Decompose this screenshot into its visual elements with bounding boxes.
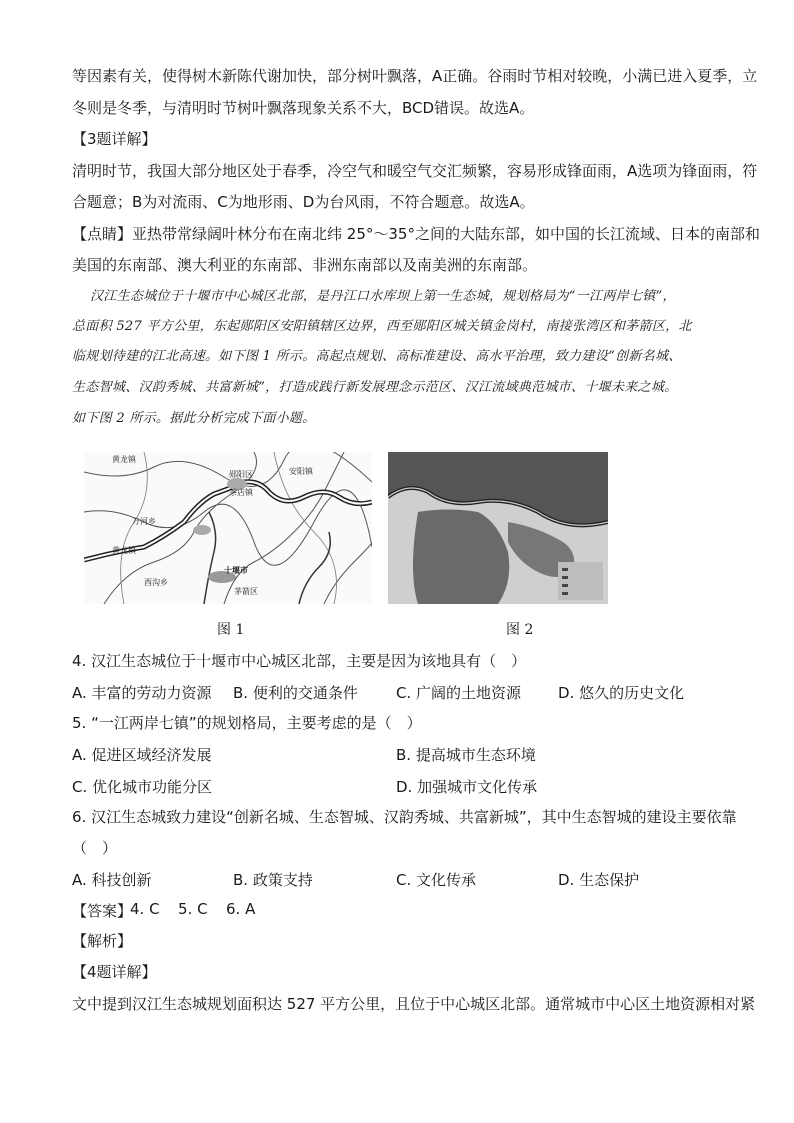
map-label: 黄龙镇 xyxy=(112,546,136,555)
q5-option-b: B. 提高城市生态环境 xyxy=(396,746,536,764)
figure-1-map xyxy=(84,452,372,604)
q4-option-d: D. 悠久的历史文化 xyxy=(558,684,685,702)
tip-line: 【点睛】亚热带常绿阔叶林分布在南北纬 25°～35°之间的大陆东部，如中国的长江流域、日本的南部和 xyxy=(72,225,760,243)
stem-line: 如下图 2 所示。据此分析完成下面小题。 xyxy=(72,411,316,426)
map-label: 茅箭区 xyxy=(234,587,258,596)
paragraph-line: 冬则是冬季，与清明时节树叶飘落现象关系不大，BCD错误。故选A。 xyxy=(72,99,535,117)
paragraph-line: 清明时节，我国大部分地区处于春季，冷空气和暖空气交汇频繁，容易形成锋面雨，A选项为锋面雨，符 xyxy=(72,162,758,180)
map-label: 万河乡 xyxy=(132,517,156,526)
map-label: 西沟乡 xyxy=(144,578,168,587)
q4-option-b: B. 便利的交通条件 xyxy=(233,684,358,702)
question-6-blank: （ ） xyxy=(72,839,118,857)
paragraph-line: 美国的东南部、澳大利亚的东南部、非洲东南部以及南美洲的东南部。 xyxy=(72,256,538,274)
map-label: 黄龙镇 xyxy=(112,455,136,464)
map-label: 郧阳区 xyxy=(229,470,253,479)
figure-1-caption: 图 1 xyxy=(217,622,245,638)
answer-tag: 【答案】 xyxy=(72,902,133,920)
stem-line: 生态智城、汉韵秀城、共富新城”，打造成践行新发展理念示范区、汉江流域典范城市、十堰未来之城。 xyxy=(72,380,678,395)
question-4: 4. 汉江生态城位于十堰市中心城区北部，主要是因为该地具有（ ） xyxy=(72,652,527,670)
answer-6: 6. A xyxy=(226,900,256,918)
q6-option-c: C. 文化传承 xyxy=(396,871,477,889)
map-label: 安阳镇 xyxy=(289,467,313,476)
question-6: 6. 汉江生态城致力建设“创新名城、生态智城、汉韵秀城、共富新城”，其中生态智城的建设主要依靠 xyxy=(72,808,737,826)
stem-line: 汉江生态城位于十堰市中心城区北部，是丹江口水库坝上第一生态城，规划格局为“一江两岸七镇”， xyxy=(90,289,676,304)
stem-line: 临规划待建的江北高速。如下图 1 所示。高起点规划、高标准建设、高水平治理，致力建设“创新名城、 xyxy=(72,349,682,364)
section-heading: 【4题详解】 xyxy=(72,963,157,981)
map-label: 十堰市 xyxy=(224,566,248,575)
q5-option-a: A. 促进区域经济发展 xyxy=(72,746,212,764)
q4-option-c: C. 广阔的土地资源 xyxy=(396,684,522,702)
stem-line: 总面积 527 平方公里，东起郧阳区安阳镇辖区边界，西至郧阳区城关镇金岗村，南接张湾区和茅箭区，北 xyxy=(72,319,692,334)
paragraph-line: 等因素有关，使得树木新陈代谢加快，部分树叶飘落，A正确。谷雨时节相对较晚，小满已进入夏季，立 xyxy=(72,67,758,85)
q5-option-d: D. 加强城市文化传承 xyxy=(396,778,538,796)
question-5: 5. “一江两岸七镇”的规划格局，主要考虑的是（ ） xyxy=(72,714,422,732)
map-label: 茶店镇 xyxy=(229,488,253,497)
q5-option-c: C. 优化城市功能分区 xyxy=(72,778,213,796)
q6-option-a: A. 科技创新 xyxy=(72,871,152,889)
answer-4: 4. C xyxy=(130,900,160,918)
figure-2-caption: 图 2 xyxy=(506,622,534,638)
q4-option-a: A. 丰富的劳动力资源 xyxy=(72,684,212,702)
figure-2-map xyxy=(388,452,608,604)
paragraph-line: 文中提到汉江生态城规划面积达 527 平方公里，且位于中心城区北部。通常城市中心区土地资源相对紧 xyxy=(72,995,756,1013)
paragraph-line: 合题意；B为对流雨、C为地形雨、D为台风雨，不符合题意。故选A。 xyxy=(72,193,535,211)
section-heading: 【3题详解】 xyxy=(72,130,157,148)
analysis-heading: 【解析】 xyxy=(72,932,133,950)
q6-option-b: B. 政策支持 xyxy=(233,871,313,889)
q6-option-d: D. 生态保护 xyxy=(558,871,640,889)
answer-5: 5. C xyxy=(178,900,208,918)
